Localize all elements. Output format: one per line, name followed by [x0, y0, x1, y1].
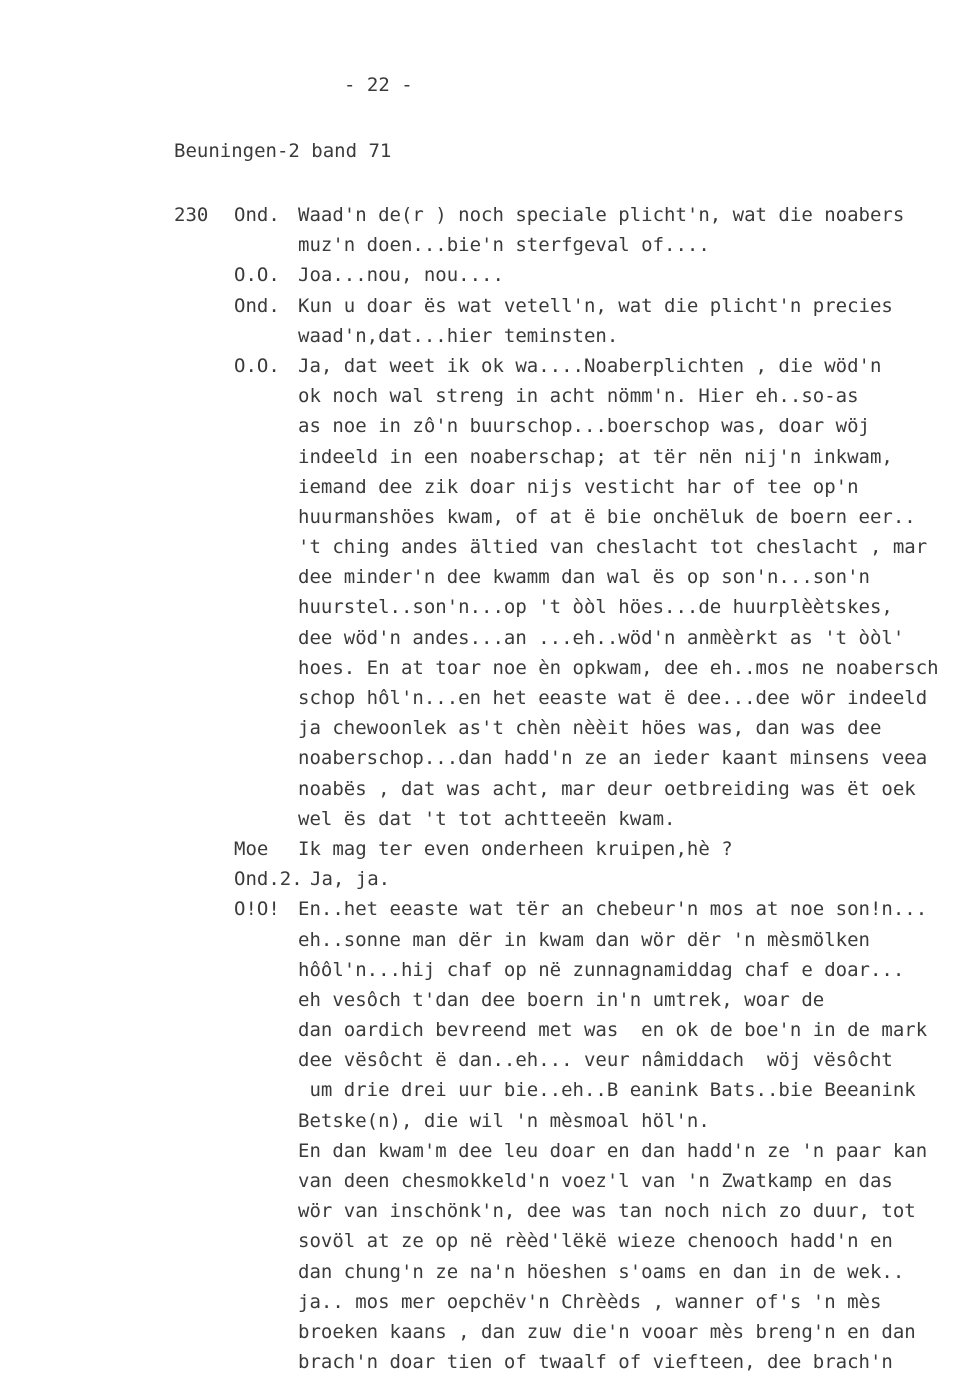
line-text: Kun u doar ës wat vetell'n, wat die plicht'n precies — [298, 294, 893, 317]
transcript-line — [0, 230, 973, 260]
speaker-label: Ond. — [234, 294, 280, 317]
line-text: sovöl at ze op në rèèd'lëkë wieze chenooch hadd'n en — [298, 1230, 893, 1253]
transcript-line — [0, 381, 973, 411]
line-text: Ik mag ter even onderheen kruipen,hè ? — [298, 837, 733, 860]
transcript-line — [0, 864, 973, 894]
line-text: van deen chesmokkeld'n voez'l van 'n Zwatkamp en das — [298, 1170, 893, 1192]
line-text: iemand dee zik doar nijs vesticht har of tee op'n — [298, 475, 859, 498]
transcript-line — [0, 774, 973, 804]
transcript-line — [0, 200, 973, 230]
line-text: dee wöd'n andes...an ...eh..wöd'n anmèèrkt as 't òòl' — [298, 626, 905, 649]
line-text: En..het eeaste wat tër an chebeur'n mos at noe son!n... — [298, 898, 928, 921]
transcript-line — [0, 321, 973, 351]
line-text: broeken kaans , dan zuw die'n vooar mès breng'n en dan — [298, 1320, 916, 1343]
transcript-body — [0, 200, 973, 1377]
line-text: eh vesôch t'dan dee boern in'n umtrek, woar de — [298, 988, 825, 1011]
line-text: ja.. mos mer oepchëv'n Chrèèds , wanner of's 'n mès — [298, 1290, 882, 1313]
line-text: hoes. En at toar noe èn opkwam, dee eh..mos ne noabersch — [298, 656, 939, 679]
line-text: brach'n doar tien of twaalf of viefteen, dee brach'n — [298, 1351, 893, 1374]
transcript-line — [0, 1287, 973, 1317]
transcript-line — [0, 1015, 973, 1045]
line-text: En dan kwam'm dee leu doar en dan hadd'n ze 'n paar kan — [298, 1139, 928, 1162]
line-text: dee minder'n dee kwamm dan wal ës op son'n...son'n — [298, 566, 870, 589]
transcript-line — [0, 1166, 973, 1196]
line-text: huurmanshöes kwam, of at ë bie onchëluk de boern eer.. — [298, 505, 916, 528]
transcript-line — [0, 260, 973, 290]
transcript-line — [0, 804, 973, 834]
transcript-line — [0, 1075, 973, 1105]
line-text: ja chewoonlek as't chèn nèèit höes was, dan was dee — [298, 717, 882, 740]
speaker-label: O!O! — [234, 898, 280, 921]
transcript-line — [0, 351, 973, 381]
line-text: wel ës dat 't tot achtteeën kwam. — [298, 807, 676, 830]
transcript-line — [0, 1045, 973, 1075]
transcript-line — [0, 1257, 973, 1287]
line-text: muz'n doen...bie'n sterfgeval of.... — [298, 234, 710, 257]
transcript-line — [0, 1106, 973, 1136]
transcript-line — [0, 683, 973, 713]
transcript-line — [0, 411, 973, 441]
transcript-line — [0, 925, 973, 955]
transcript-line — [0, 834, 973, 864]
line-text: indeeld in een noaberschap; at tër nën nij'n inkwam, — [298, 445, 893, 468]
speaker-label: Moe — [234, 837, 269, 860]
transcript-line — [0, 562, 973, 592]
line-text: noabës , dat was acht, mar deur oetbreiding was ët oek — [298, 777, 916, 800]
transcript-line — [0, 743, 973, 773]
line-text: ok noch wal streng in acht nömm'n. Hier eh..so-as — [298, 385, 859, 408]
line-text: Joa...nou, nou.... — [298, 264, 504, 287]
speaker-label: Ond.2. — [234, 868, 303, 891]
line-text: as noe in zô'n buurschop...boerschop was, doar wöj — [298, 415, 870, 438]
document-header: Beuningen-2 band 71 — [174, 140, 392, 162]
transcript-line — [0, 985, 973, 1015]
line-text: hôôl'n...hij chaf op në zunnagnamiddag chaf e doar... — [298, 958, 905, 981]
line-text: huurstel..son'n...op 't òòl höes...de huurplèètskes, — [298, 596, 893, 619]
transcript-line — [0, 592, 973, 622]
line-text: schop hôl'n...en het eeaste wat ë dee...dee wör indeeld — [298, 687, 928, 709]
transcript-line — [0, 472, 973, 502]
speaker-label: O.O. — [234, 354, 280, 377]
transcript-line — [0, 291, 973, 321]
transcript-line — [0, 1196, 973, 1226]
transcript-line — [0, 623, 973, 653]
transcript-line — [0, 1226, 973, 1256]
line-text: Ja, ja. — [310, 868, 391, 891]
line-text: Ja, dat weet ik ok wa....Noaberplichten , die wöd'n — [298, 354, 882, 377]
transcript-line — [0, 1136, 973, 1166]
transcript-line — [0, 502, 973, 532]
line-text: dan chung'n ze na'n höeshen s'oams en dan in de wek.. — [298, 1260, 905, 1283]
transcript-line — [0, 955, 973, 985]
line-text: dee vësôcht ë dan..eh... veur nâmiddach wöj vësôcht — [298, 1049, 893, 1072]
page-number: - 22 - — [344, 74, 413, 96]
line-text: um drie drei uur bie..eh..B eanink Bats..bie Beeanink — [298, 1079, 916, 1102]
transcript-line — [0, 442, 973, 472]
transcript-line — [0, 1317, 973, 1347]
transcript-line — [0, 1347, 973, 1377]
line-text: wör van inschönk'n, dee was tan noch nich zo duur, tot — [298, 1200, 916, 1223]
line-text: 't ching andes ältied van cheslacht tot cheslacht , mar — [298, 536, 928, 559]
line-text: noaberschop...dan hadd'n ze an ieder kaant minsens veea — [298, 747, 928, 770]
transcript-line — [0, 532, 973, 562]
line-number: 230 — [174, 204, 209, 226]
line-text: Waad'n de(r ) noch speciale plicht'n, wat die noabers — [298, 204, 905, 226]
line-text: waad'n,dat...hier teminsten. — [298, 324, 619, 347]
line-text: Betske(n), die wil 'n mèsmoal höl'n. — [298, 1109, 710, 1132]
line-text: eh..sonne man dër in kwam dan wör dër 'n mèsmölken — [298, 928, 870, 951]
speaker-label: O.O. — [234, 264, 280, 287]
transcript-line — [0, 894, 973, 924]
transcript-line — [0, 713, 973, 743]
speaker-label: Ond. — [234, 204, 280, 226]
transcript-line — [0, 653, 973, 683]
line-text: dan oardich bevreend met was en ok de boe'n in de mark — [298, 1019, 928, 1042]
